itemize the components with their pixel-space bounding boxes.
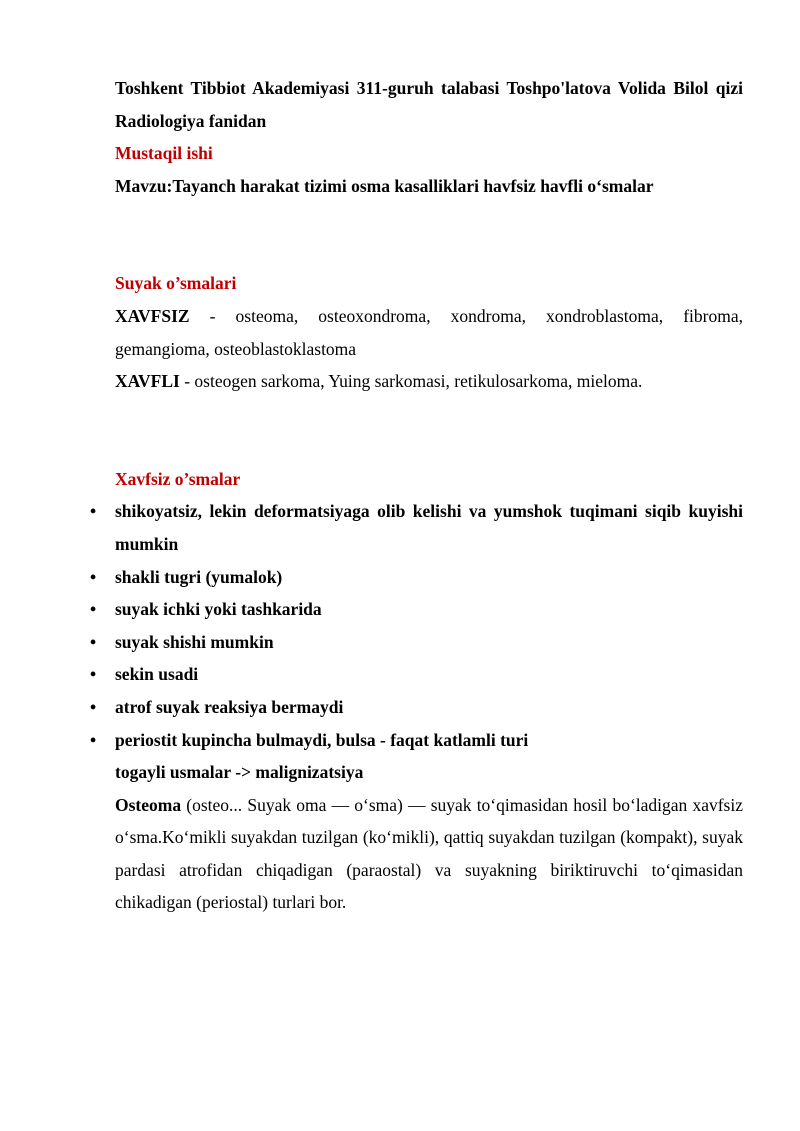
bullet-icon: • [90, 696, 97, 717]
osteoma-text: (osteo... Suyak oma — o‘sma) — suyak to‘qimasidan hosil bo‘ladigan xavfsiz o‘sma.Ko‘mikli suyakdan tuzilgan (ko‘mikli), qattiq suyakdan tuzilgan (kompakt), suyak pardasi atrofidan chiqadigan (paraostal) va suyakning biriktiruvchi to‘qimasidan chikadigan (periostal) turlari bor. [115, 794, 743, 913]
osteoma-term: Osteoma [115, 794, 182, 815]
author-line: Toshkent Tibbiot Akademiyasi 311-guruh talabasi Toshpo'latova Volida Bilol qizi Radiologiya fanidan [115, 78, 743, 131]
benign-list-paragraph [115, 300, 743, 365]
bullet-icon: • [90, 664, 97, 685]
list-item: • suyak shishi mumkin [115, 626, 743, 659]
malignization-note: togayli usmalar -> malignizatsiya [115, 762, 364, 783]
benign-features-list [90, 495, 743, 756]
malignant-list-paragraph [115, 365, 743, 398]
list-item: • periostit kupincha bulmaydi, bulsa - faqat katlamli turi [115, 724, 743, 757]
benign-text: - osteoma, osteoxondroma, xondroma, xondroblastoma, fibroma, gemangioma, osteoblastoklastoma [115, 305, 743, 359]
malignant-text: - osteogen sarkoma, Yuing sarkomasi, retikulosarkoma, mieloma. [179, 371, 643, 392]
bullet-icon: • [90, 501, 97, 522]
list-item: • sekin usadi [115, 658, 743, 691]
list-item: • shikoyatsiz, lekin deformatsiyaga olib kelishi va yumshok tuqimani siqib kuyishi mumkin [115, 495, 743, 560]
list-item: • suyak ichki yoki tashkarida [115, 593, 743, 626]
list-item: • shakli tugri (yumalok) [115, 561, 743, 594]
document-page [90, 72, 743, 919]
spacer [115, 398, 743, 463]
benign-label: XAVFSIZ [115, 305, 190, 326]
list-item: • atrof suyak reaksiya bermaydi [115, 691, 743, 724]
osteoma-paragraph [115, 789, 743, 919]
spacer [115, 202, 743, 267]
topic-line: Mavzu:Tayanch harakat tizimi osma kasalliklari havfsiz havfli o‘smalar [115, 175, 654, 196]
work-type: Mustaqil ishi [115, 143, 213, 164]
bullet-icon: • [90, 599, 97, 620]
bullet-icon: • [90, 631, 97, 652]
malignant-label: XAVFLI [115, 371, 180, 392]
bullet-icon: • [90, 729, 97, 750]
section-heading-benign: Xavfsiz o’smalar [115, 468, 241, 489]
bullet-icon: • [90, 566, 97, 587]
section-heading-bone-tumors: Suyak o’smalari [115, 273, 237, 294]
